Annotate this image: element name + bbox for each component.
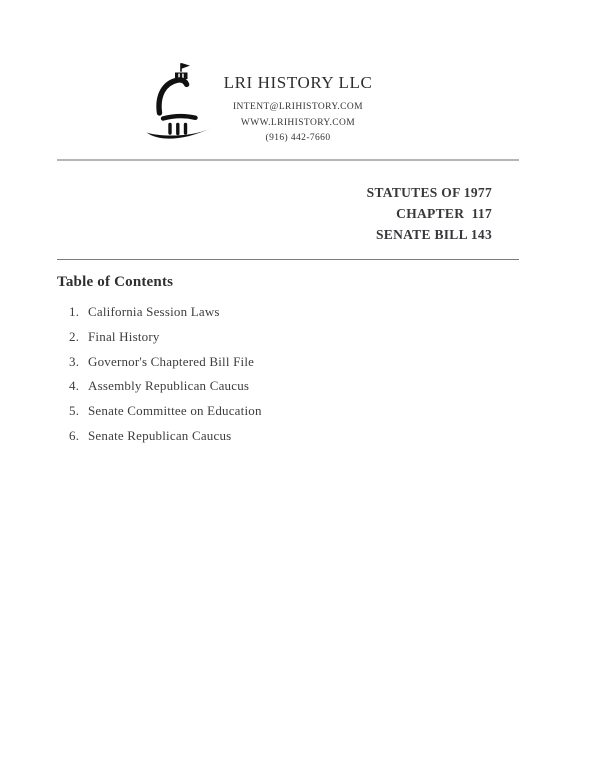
toc-item [69,428,469,453]
divider-top [57,159,519,161]
toc-item-label: California Session Laws [88,304,220,319]
company-name: LRI HISTORY LLC [223,73,373,92]
toc-item-number: 1. [69,304,80,319]
toc-item [69,354,469,379]
toc-item-label: Final History [88,328,160,344]
toc-item-number: 3. [69,353,80,369]
toc-item-number: 2. [69,328,80,344]
statute-reference [57,182,492,245]
toc-item-label: Senate Republican Caucus [88,427,232,443]
company-phone: (916) 442-7660 [265,133,331,143]
toc-title: Table of Contents [57,274,174,290]
statutes-line: STATUTES OF 1977 [366,185,492,200]
toc-item-label: Governor's Chaptered Bill File [88,353,255,369]
toc-item-number: 5. [69,403,80,419]
toc-item-number: 6. [69,427,80,443]
toc-item-number: 4. [69,378,80,394]
chapter-line: CHAPTER 117 [396,206,492,221]
company-email: INTENT@LRIHISTORY.COM [232,102,363,112]
toc-item [69,403,469,428]
letterhead [207,73,389,147]
senate-bill-line: SENATE BILL 143 [375,227,492,242]
toc-item [69,329,469,354]
toc-list [69,304,469,453]
divider-bottom [57,259,519,260]
toc-item-label: Assembly Republican Caucus [88,378,250,394]
toc-item [69,378,469,403]
company-website: WWW.LRIHISTORY.COM [240,117,356,128]
toc-item-label: Senate Committee on Education [88,403,262,419]
toc-item [69,304,469,329]
